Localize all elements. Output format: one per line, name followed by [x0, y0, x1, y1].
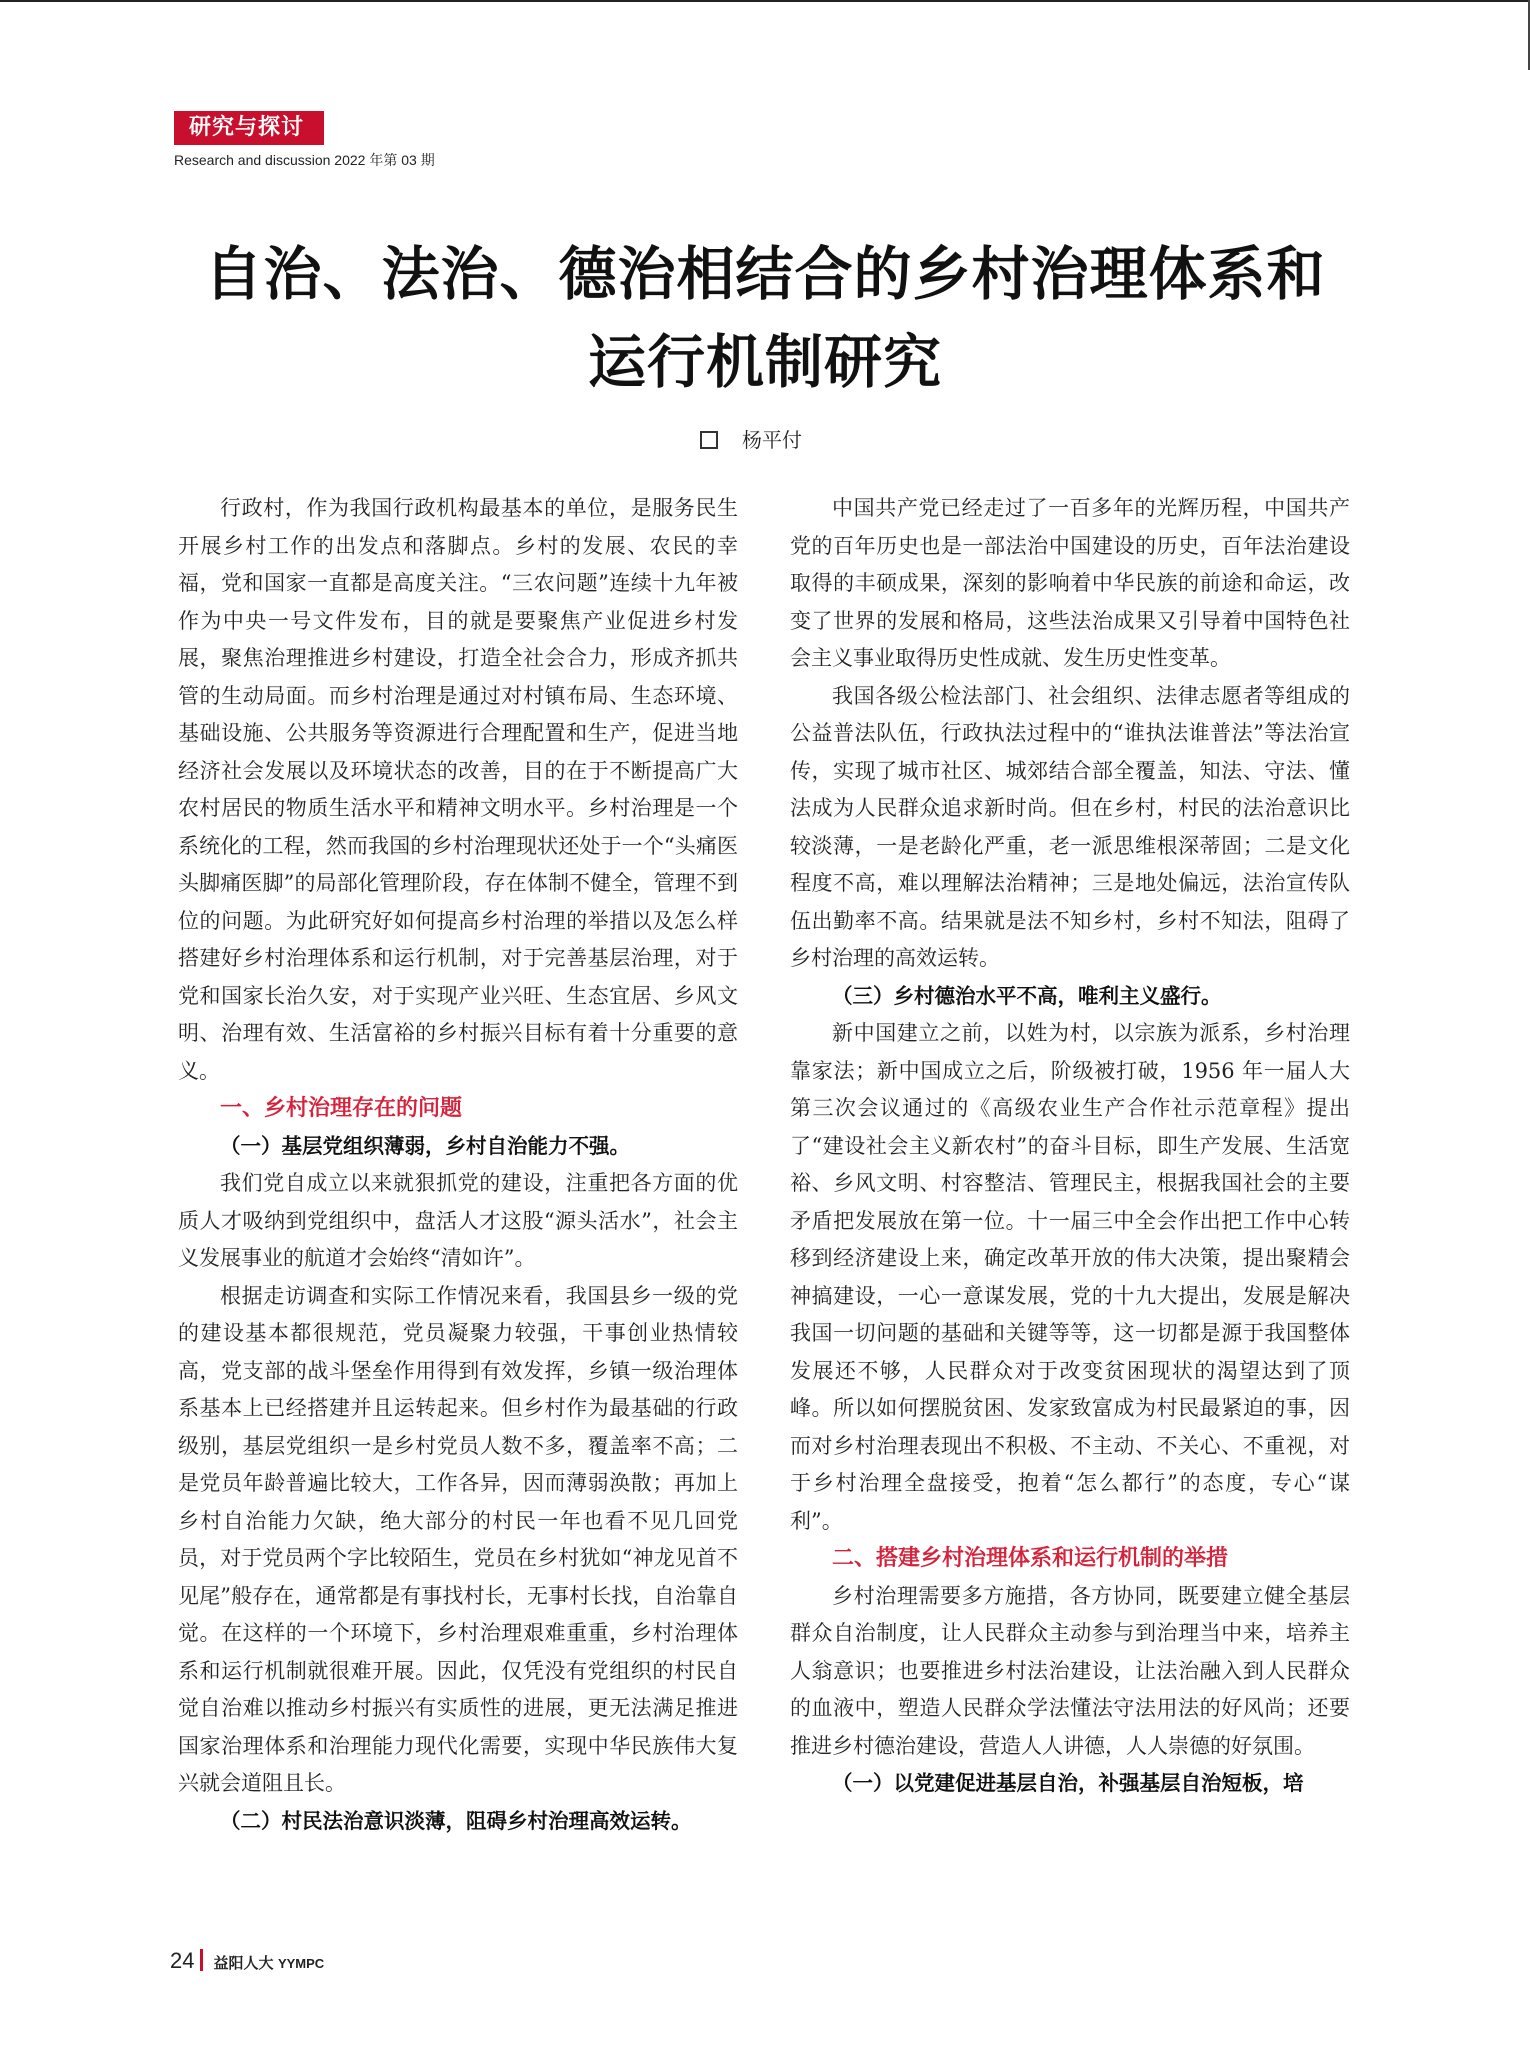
issue-line: Research and discussion 2022 年第 03 期 — [174, 152, 435, 168]
publication-name: 益阳人大 — [213, 1954, 274, 1972]
author-name: 杨平付 — [742, 428, 802, 452]
footer-separator — [200, 1949, 203, 1971]
section-tag — [174, 111, 324, 145]
section-heading: 二、搭建乡村治理体系和运行机制的举措 — [832, 1546, 1229, 1571]
publication-code: YYMPC — [277, 1956, 325, 1971]
left-column — [178, 490, 738, 1840]
byline — [700, 424, 802, 453]
page-footer — [170, 1948, 324, 1974]
subsection-heading: （二）村民法治意识淡薄，阻碍乡村治理高效运转。 — [220, 1808, 692, 1833]
subsection-heading: （一）以党建促进基层自治，补强基层自治短板，培 — [832, 1771, 1304, 1795]
section-heading: 一、乡村治理存在的问题 — [220, 1096, 463, 1121]
article-title — [100, 230, 1430, 406]
page-number: 24 — [170, 1948, 195, 1973]
paragraph: 乡村治理需要多方施措，各方协同，既要建立健全基层群众自治制度，让人民群众主动参与到治理当中来，培养主人翁意识；也要推进乡村法治建设，让法治融入到人民群众的血液中，塑造人民群众学法懂法守法用法的好风尚；还要推进乡村德治建设，营造人人讲德，人人崇德的好氛围。 — [790, 1583, 1350, 1758]
paragraph: 中国共产党已经走过了一百多年的光辉历程，中国共产党的百年历史也是一部法治中国建设的历史，百年法治建设取得的丰硕成果，深刻的影响着中华民族的前途和命运，改变了世界的发展和格局，这些法治成果又引导着中国特色社会主义事业取得历史性成就、发生历史性变革。 — [790, 496, 1350, 670]
right-column — [790, 490, 1350, 1803]
article-title-line1: 自治、法治、德治相结合的乡村治理体系和 — [204, 240, 1326, 308]
section-tag-label: 研究与探讨 — [181, 111, 324, 145]
paragraph: 新中国建立之前，以姓为村，以宗族为派系，乡村治理靠家法；新中国成立之后，阶级被打破，1956 年一届人大第三次会议通过的《高级农业生产合作社示范章程》提出了“建设社会主义新农村”的奋斗目标，即生产发展、生活宽裕、乡风文明、村容整洁、管理民主，根据我国社会的主要矛盾把发展放在第一位。十一届三中全会作出把工作中心转移到经济建设上来，确定改革开放的伟大决策，提出聚精会神搞建设，一心一意谋发展，党的十九大提出，发展是解决我国一切问题的基础和关键等等，这一切都是源于我国整体发展还不够，人民群众对于改变贫困现状的渴望达到了顶峰。所以如何摆脱贫困、发家致富成为村民最紧迫的事，因而对乡村治理表现出不积极、不主动、不关心、不重视，对于乡村治理全盘接受，抱着“怎么都行”的态度，专心“谋利”。 — [790, 1021, 1350, 1533]
paragraph: 行政村，作为我国行政机构最基本的单位，是服务民生开展乡村工作的出发点和落脚点。乡村的发展、农民的幸福，党和国家一直都是高度关注。“三农问题”连续十九年被作为中央一号文件发布，目的就是要聚焦产业促进乡村发展，聚焦治理推进乡村建设，打造全社会合力，形成齐抓共管的生动局面。而乡村治理是通过对村镇布局、生态环境、基础设施、公共服务等资源进行合理配置和生产，促进当地经济社会发展以及环境状态的改善，目的在于不断提高广大农村居民的物质生活水平和精神文明水平。乡村治理是一个系统化的工程，然而我国的乡村治理现状还处于一个“头痛医头脚痛医脚”的局部化管理阶段，存在体制不健全，管理不到位的问题。为此研究好如何提高乡村治理的举措以及怎么样搭建好乡村治理体系和运行机制，对于完善基层治理，对于党和国家长治久安，对于实现产业兴旺、生态宜居、乡风文明、治理有效、生活富裕的乡村振兴目标有着十分重要的意义。 — [178, 496, 738, 1083]
top-rule — [0, 0, 1530, 2]
paragraph: 我们党自成立以来就狠抓党的建设，注重把各方面的优质人才吸纳到党组织中，盘活人才这股“源头活水”，社会主义发展事业的航道才会始终“清如许”。 — [178, 1171, 738, 1270]
subsection-heading: （一）基层党组织薄弱，乡村自治能力不强。 — [220, 1133, 630, 1158]
article-title-line2: 运行机制研究 — [587, 328, 942, 396]
checkbox-square-icon — [700, 431, 718, 449]
section-tag-bar — [174, 111, 181, 145]
subsection-heading: （三）乡村德治水平不高，唯利主义盛行。 — [832, 983, 1222, 1008]
paragraph: 根据走访调查和实际工作情况来看，我国县乡一级的党的建设基本都很规范，党员凝聚力较强，干事创业热情较高，党支部的战斗堡垒作用得到有效发挥，乡镇一级治理体系基本上已经搭建并且运转起来。但乡村作为最基础的行政级别，基层党组织一是乡村党员人数不多，覆盖率不高；二是党员年龄普遍比较大，工作各异，因而薄弱涣散；再加上乡村自治能力欠缺，绝大部分的村民一年也看不见几回党员，对于党员两个字比较陌生，党员在乡村犹如“神龙见首不见尾”般存在，通常都是有事找村长，无事村长找，自治靠自觉。在这样的一个环境下，乡村治理艰难重重，乡村治理体系和运行机制就很难开展。因此，仅凭没有党组织的村民自觉自治难以推动乡村振兴有实质性的进展，更无法满足推进国家治理体系和治理能力现代化需要，实现中华民族伟大复兴就会道阻且长。 — [178, 1283, 738, 1795]
paragraph: 我国各级公检法部门、社会组织、法律志愿者等组成的公益普法队伍，行政执法过程中的“谁执法谁普法”等法治宣传，实现了城市社区、城郊结合部全覆盖，知法、守法、懂法成为人民群众追求新时尚。但在乡村，村民的法治意识比较淡薄，一是老龄化严重，老一派思维根深蒂固；二是文化程度不高，难以理解法治精神；三是地处偏远，法治宣传队伍出勤率不高。结果就是法不知乡村，乡村不知法，阻碍了乡村治理的高效运转。 — [790, 683, 1350, 970]
